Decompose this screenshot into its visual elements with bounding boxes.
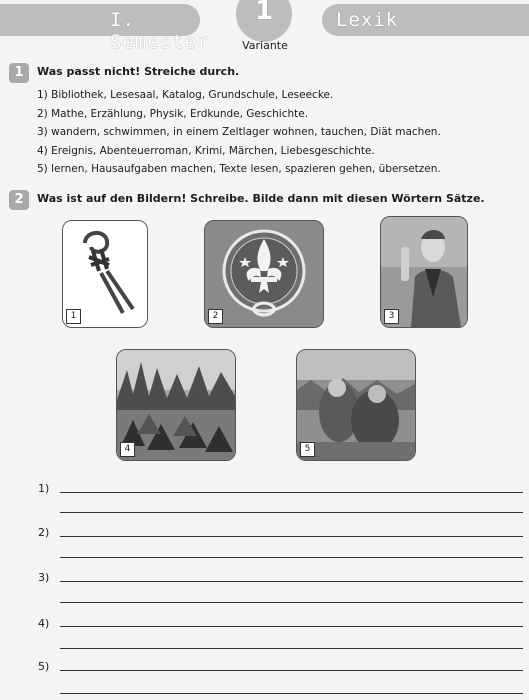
picture-2-number: 2 — [208, 309, 223, 324]
answer-line-1a[interactable] — [60, 492, 523, 493]
task1-instruction: Was passt nicht! Streiche durch. — [37, 65, 240, 78]
picture-3 — [380, 216, 468, 328]
answer-line-5a[interactable] — [60, 670, 523, 671]
task1-item-2: 2) Mathe, Erzählung, Physik, Erdkunde, Geschichte. — [37, 108, 309, 120]
picture-4-number: 4 — [120, 442, 135, 457]
answer-label-2: 2) — [38, 526, 50, 539]
answer-line-4b[interactable] — [60, 648, 523, 649]
task1-number: 1 — [9, 63, 29, 83]
answer-line-4a[interactable] — [60, 626, 523, 627]
picture-1 — [62, 220, 148, 328]
task1-item-4: 4) Ereignis, Abenteuerroman, Krimi, Märchen, Liebesgeschichte. — [37, 145, 375, 157]
picture-2 — [204, 220, 324, 328]
variant-label: Variante — [242, 39, 288, 52]
answer-line-2b[interactable] — [60, 557, 523, 558]
lexik-label: Lexik — [336, 9, 399, 31]
task2-instruction: Was ist auf den Bildern! Schreibe. Bilde dann mit diesen Wörtern Sätze. — [37, 192, 485, 205]
picture-5 — [296, 349, 416, 461]
semester-label: I. Semester — [110, 9, 210, 53]
unit-badge — [236, 0, 292, 42]
picture-5-number: 5 — [300, 442, 315, 457]
answer-label-1: 1) — [38, 482, 50, 495]
task1-item-1: 1) Bibliothek, Lesesaal, Katalog, Grundschule, Leseecke. — [37, 89, 334, 101]
picture-3-number: 3 — [384, 309, 399, 324]
answer-line-5b[interactable] — [60, 693, 523, 694]
picture-1-number: 1 — [66, 309, 81, 324]
answer-line-3a[interactable] — [60, 581, 523, 582]
answer-label-4: 4) — [38, 617, 50, 630]
answer-line-2a[interactable] — [60, 536, 523, 537]
lexik-tab — [322, 4, 529, 36]
unit-number: 1 — [254, 0, 274, 26]
answer-label-3: 3) — [38, 571, 50, 584]
answer-line-3b[interactable] — [60, 602, 523, 603]
semester-tab — [0, 4, 210, 53]
picture-4 — [116, 349, 236, 461]
answer-line-1b[interactable] — [60, 512, 523, 513]
task1-item-3: 3) wandern, schwimmen, in einem Zeltlager wohnen, tauchen, Diät machen. — [37, 126, 441, 138]
answer-label-5: 5) — [38, 660, 50, 673]
task1-item-5: 5) lernen, Hausaufgaben machen, Texte lesen, spazieren gehen, übersetzen. — [37, 163, 441, 175]
task2-number: 2 — [9, 190, 29, 210]
